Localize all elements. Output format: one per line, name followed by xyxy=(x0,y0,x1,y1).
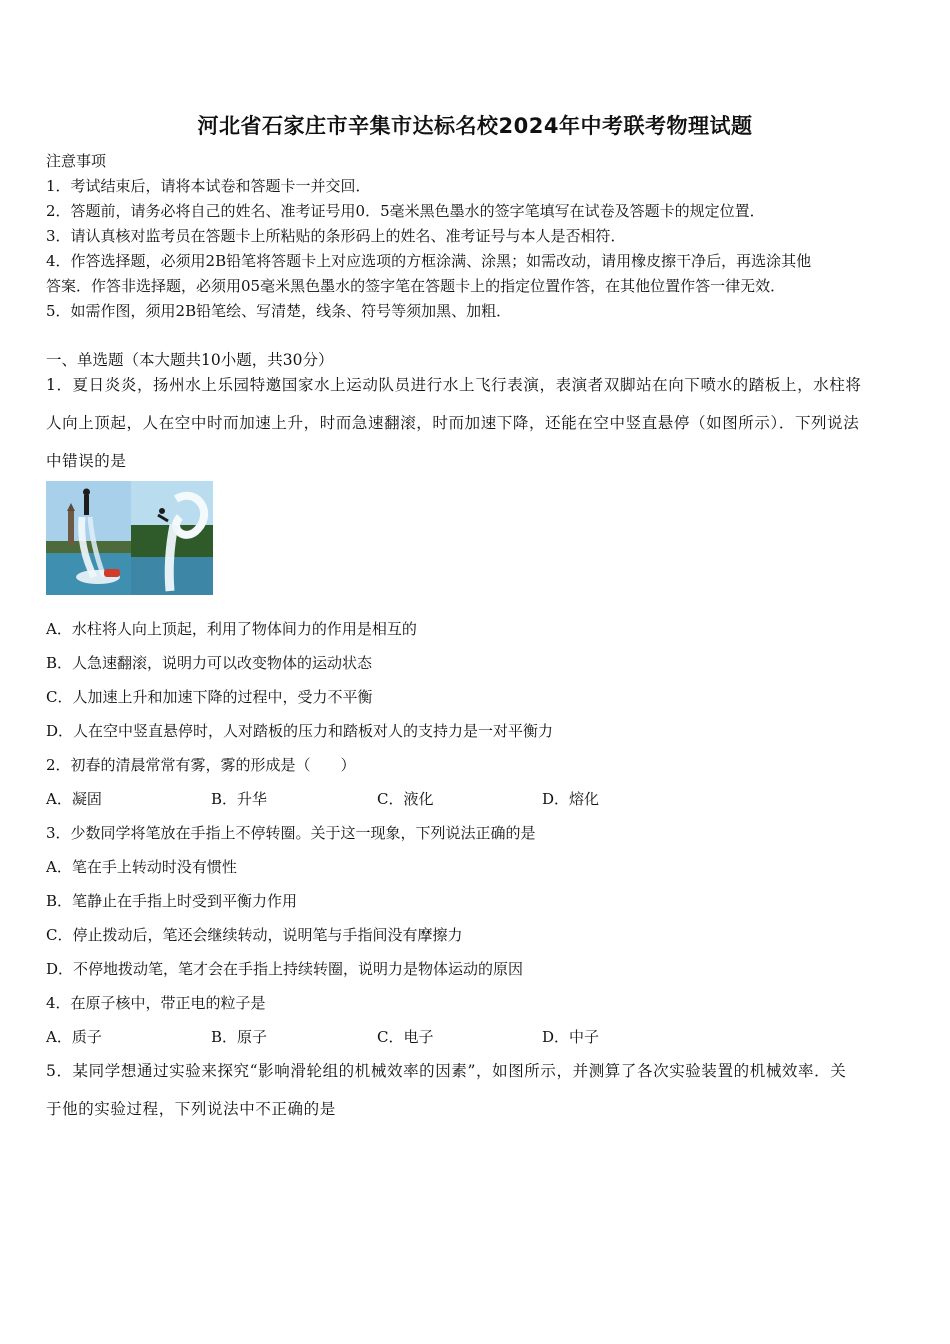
notice-item: 2．答题前，请务必将自己的姓名、准考证号用0．5毫米黑色墨水的签字笔填写在试卷及答题卡的规定位置． xyxy=(46,202,765,220)
notice-heading: 注意事项 xyxy=(46,152,107,170)
question-3-option: B．笔静止在手指上时受到平衡力作用 xyxy=(46,892,298,910)
question-4-option: B．原子 xyxy=(211,1028,268,1046)
notice-item: 答案．作答非选择题，必须用05毫米黑色墨水的签字笔在答题卡上的指定位置作答，在其他位置作答一律无效． xyxy=(46,277,786,295)
question-1-text: 人向上顶起，人在空中时而加速上升，时而急速翻滚，时而加速下降，还能在空中竖直悬停（如图所示）．下列说法 xyxy=(46,414,860,432)
question-5-text: 5．某同学想通过实验来探究“影响滑轮组的机械效率的因素”，如图所示，并测算了各次实验装置的机械效率．关 xyxy=(46,1062,847,1080)
notice-item: 3．请认真核对监考员在答题卡上所粘贴的条形码上的姓名、准考证号与本人是否相符． xyxy=(46,227,626,245)
notice-item: 4．作答选择题，必须用2B铅笔将答题卡上对应选项的方框涂满、涂黑；如需改动，请用橡皮擦干净后，再选涂其他 xyxy=(46,252,812,270)
question-1-option: C．人加速上升和加速下降的过程中，受力不平衡 xyxy=(46,688,373,706)
question-1-text: 1．夏日炎炎，扬州水上乐园特邀国家水上运动队员进行水上飞行表演，表演者双脚站在向下喷水的踏板上，水柱将 xyxy=(46,376,862,394)
section-heading: 一、单选题（本大题共10小题，共30分） xyxy=(46,351,334,369)
question-1-option: D．人在空中竖直悬停时，人对踏板的压力和踏板对人的支持力是一对平衡力 xyxy=(46,722,554,740)
question-2-text: 2．初春的清晨常常有雾，雾的形成是（ ） xyxy=(46,756,356,774)
question-3-text: 3．少数同学将笔放在手指上不停转圈。关于这一现象，下列说法正确的是 xyxy=(46,824,536,842)
question-2-option: B．升华 xyxy=(211,790,268,808)
question-2-option: C．液化 xyxy=(377,790,434,808)
page-title: 河北省石家庄市辛集市达标名校2024年中考联考物理试题 xyxy=(197,114,753,138)
question-4-option: D．中子 xyxy=(542,1028,600,1046)
question-4-option: A．质子 xyxy=(46,1028,102,1046)
notice-item: 5．如需作图，须用2B铅笔绘、写清楚，线条、符号等须加黑、加粗． xyxy=(46,302,512,320)
question-4-text: 4．在原子核中，带正电的粒子是 xyxy=(46,994,266,1012)
question-2-option: D．熔化 xyxy=(542,790,600,808)
question-3-option: A．笔在手上转动时没有惯性 xyxy=(46,858,237,876)
question-1-option: B．人急速翻滚，说明力可以改变物体的运动状态 xyxy=(46,654,373,672)
question-2-option: A．凝固 xyxy=(46,790,102,808)
question-3-option: D．不停地拨动笔，笔才会在手指上持续转圈，说明力是物体运动的原因 xyxy=(46,960,524,978)
flyboard-photo xyxy=(46,481,213,595)
notice-item: 1．考试结束后，请将本试卷和答题卡一并交回． xyxy=(46,177,371,195)
question-1-option: A．水柱将人向上顶起，利用了物体间力的作用是相互的 xyxy=(46,620,417,638)
question-4-option: C．电子 xyxy=(377,1028,434,1046)
question-5-text: 于他的实验过程，下列说法中不正确的是 xyxy=(46,1100,336,1118)
question-3-option: C．停止拨动后，笔还会继续转动，说明笔与手指间没有摩擦力 xyxy=(46,926,463,944)
question-1-text: 中错误的是 xyxy=(46,452,127,470)
